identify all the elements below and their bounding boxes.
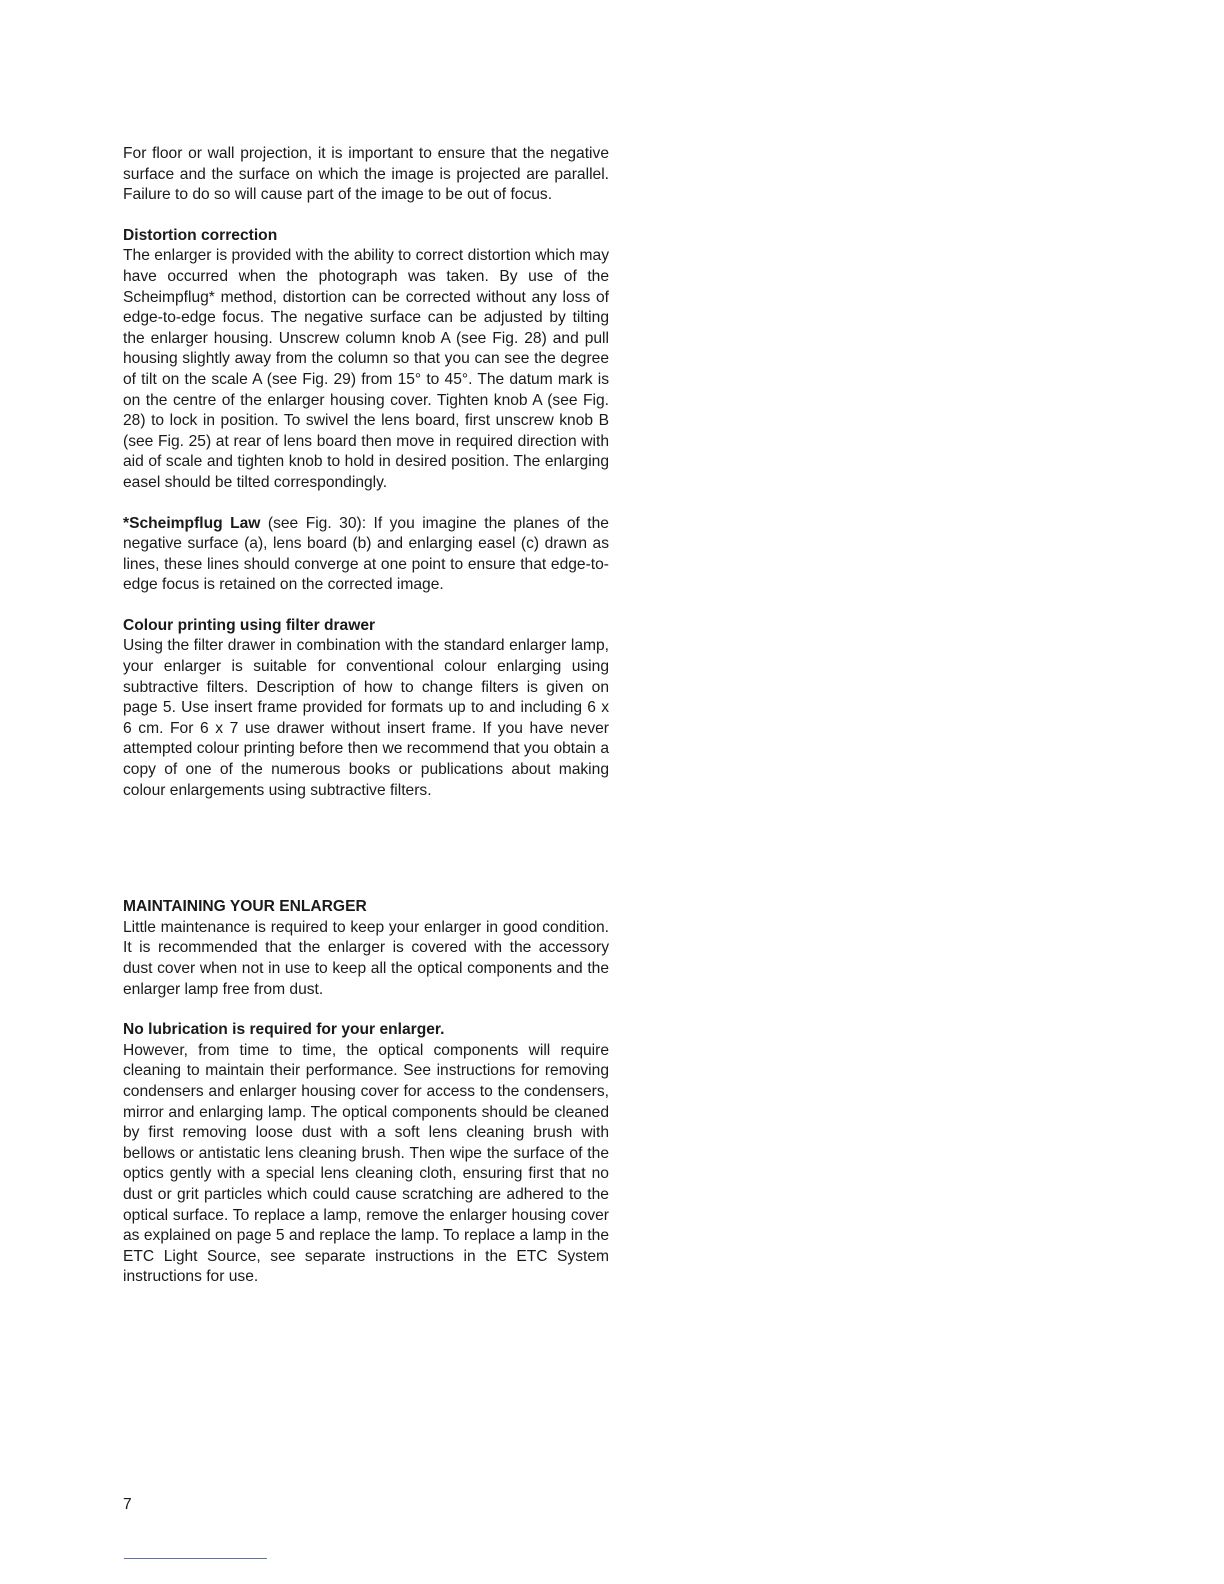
scheimpflug-paragraph (123, 514, 609, 596)
lubrication-heading: No lubrication is required for your enlarger. (123, 1021, 445, 1039)
page-number: 7 (123, 1496, 132, 1513)
maintaining-heading: MAINTAINING YOUR ENLARGER (123, 898, 367, 916)
colour-paragraph: Using the filter drawer in combination with the standard enlarger lamp, your enlarger is suitable for conventional colour enlarging using subtractive filters. Description of how to change filters is given on page 5. Use insert frame provided for formats up to and including 6 x 6 cm. For 6 x 7 use drawer without insert frame. If you have never attempted colour printing before then we recommend that you obtain a copy of one of the numerous books or publications about making colour enlargements using subtractive filters. (123, 637, 609, 799)
lubrication-paragraph: However, from time to time, the optical components will require cleaning to maintain their performance. See instructions for removing condensers and enlarger housing cover for access to the condensers, mirror and enlarging lamp. The optical components should be cleaned by first removing loose dust with a soft lens cleaning brush with bellows or antistatic lens cleaning brush. Then wipe the surface of the optics gently with a special lens cleaning cloth, ensuring first that no dust or grit particles which could cause scratching are adhered to the optical surface. To replace a lamp, remove the enlarger housing cover as explained on page 5 and replace the lamp. To replace a lamp in the ETC Light Source, see separate instructions in the ETC System instructions for use. (123, 1041, 609, 1286)
scheimpflug-label: *Scheimpflug Law (123, 514, 261, 532)
text-column (123, 144, 609, 1288)
scheimpflug-text: (see Fig. 30): If you imagine the planes of the negative surface (a), lens board (b) and enlarging easel (c) drawn as lines, these lines should converge at one point to ensure that edge-to-edge focus is retained on the corrected image. (123, 514, 609, 594)
spacer (123, 206, 609, 226)
spacer (123, 1000, 609, 1020)
distortion-paragraph: The enlarger is provided with the ability to correct distortion which may have occurred when the photograph was taken. By use of the Scheimpflug* method, distortion can be corrected without any loss of edge-to-edge focus. The negative surface can be adjusted by tilting the enlarger housing. Unscrew column knob A (see Fig. 28) and pull housing slightly away from the column so that you can see the degree of tilt on the scale A (see Fig. 29) from 15° to 45°. The datum mark is on the centre of the enlarger housing cover. Tighten knob A (see Fig. 28) to lock in position. To swivel the lens board, first unscrew knob B (see Fig. 25) at rear of lens board then move in required direction with aid of scale and tighten knob to hold in desired position. The enlarging easel should be tilted correspondingly. (123, 247, 609, 491)
colour-heading: Colour printing using filter drawer (123, 616, 376, 634)
section-spacer (123, 801, 609, 897)
footer-rule (124, 1558, 267, 1559)
maintaining-paragraph: Little maintenance is required to keep your enlarger in good condition. It is recommended that the enlarger is covered with the accessory dust cover when not in use to keep all the optical components and the enlarger lamp free from dust. (123, 918, 609, 998)
spacer (123, 494, 609, 514)
distortion-heading: Distortion correction (123, 226, 278, 244)
intro-paragraph: For floor or wall projection, it is important to ensure that the negative surface and the surface on which the image is projected are parallel. Failure to do so will cause part of the image to be out of focus. (123, 145, 609, 204)
spacer (123, 596, 609, 616)
